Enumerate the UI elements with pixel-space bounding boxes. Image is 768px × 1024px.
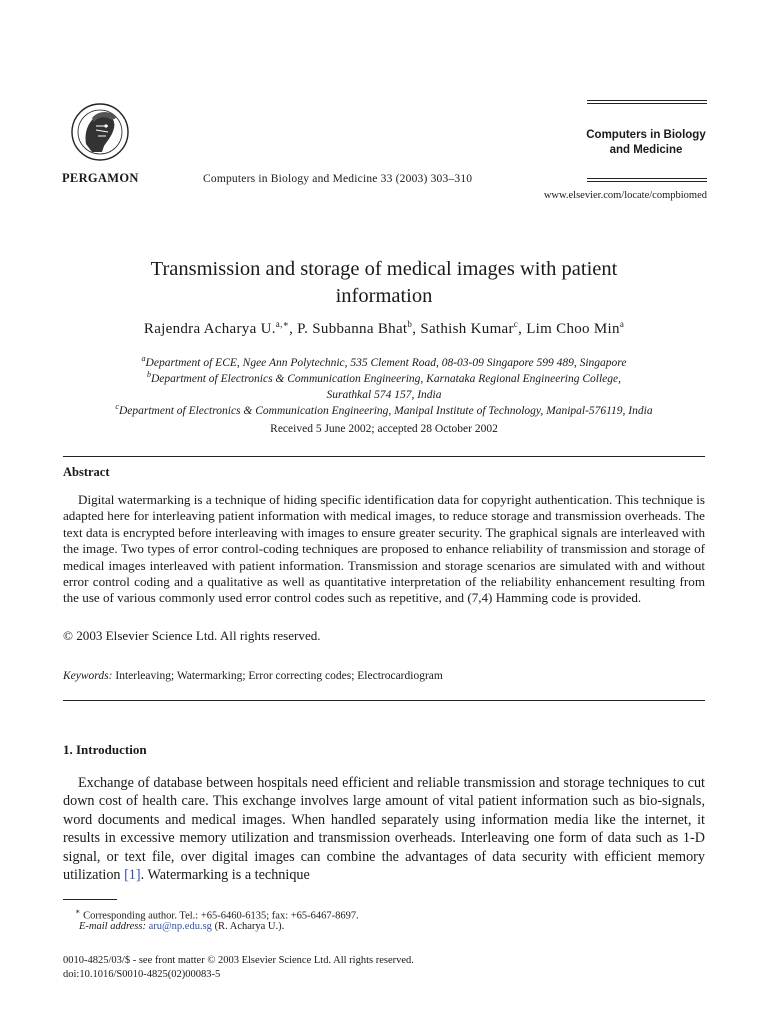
author-list [60,319,708,338]
footnote-rule [63,899,117,900]
author-affil-mark: c [513,319,519,329]
received-dates: Received 5 June 2002; accepted 28 October 2002 [270,423,498,435]
footnote-mark: ∗ [75,907,81,916]
abstract-heading: Abstract [63,465,110,479]
email-label: E-mail address: [79,921,146,932]
title-line: information [335,285,433,307]
footnote-text: Corresponding author. Tel.: +65-6460-6135; fax: +65-6467-8697. [83,910,359,922]
author-separator: , [412,321,421,337]
section-heading-introduction: 1. Introduction [63,742,147,757]
affil-text: Department of ECE, Ngee Ann Polytechnic, 535 Clement Road, 08-03-09 Singapore 599 489, Singapore [145,356,627,369]
footnote-email [63,920,284,934]
title-line: Transmission and storage of medical images with patient [150,258,618,280]
abstract-body [63,492,705,607]
affil-mark: a [141,354,146,363]
author-separator: , [289,321,298,337]
affil-mark: b [146,370,151,379]
author-affil-mark: a [619,319,625,329]
author-name: Rajendra Acharya U. [143,321,276,337]
author-name: Sathish Kumar [420,321,514,337]
intro-text: . Watermarking is a technique [140,867,310,884]
intro-text: Exchange of database between hospitals need efficient and reliable transmission and storage techniques to cut down cost of health care. This exchange involves large amount of vital patient information such as bio-signals, word documents and medical images. When handled separately using information media like the internet, it results in excessive memory utilization and transmission overheads. Interleaving one form of data such as 1-D signal, or text file, over digital images can combine the advantages of data security with efficient memory utilization [63,775,705,884]
issn-line: 0010-4825/03/$ - see front matter © 2003 Elsevier Science Ltd. All rights reserved. [63,955,414,966]
keywords-label: Keywords: [63,670,113,682]
abstract-text: Digital watermarking is a technique of hiding specific identification data for copyright authentication. This technique is adapted here for interleaving patient information with medical images, to reduce storage and transmission overheads. The text data is encrypted before interleaving with images to ensure greater security. The graphical signals are interleaved with the image. Two types of error control-coding techniques are proposed to enhance reliability of transmission and storage of medical images interleaved with patient information. Transmission and storage scenarios are simulated with and without error control coding and a qualitative as well as quantitative interpretation of the reliability enhancement resulting from the use of various commonly used error control codes such as repetitive, and (7,4) Hamming code is provided. [63,492,705,606]
header-rule [587,100,707,101]
affil-text: Department of Electronics & Communication Engineering, Karnataka Regional Engineering College, [150,372,622,385]
journal-citation: Computers in Biology and Medicine 33 (2003) 303–310 [203,173,473,185]
affil-text: Surathkal 574 157, India [326,388,442,401]
journal-brand-line: and Medicine [609,144,683,156]
email-owner: (R. Acharya U.). [214,921,285,932]
keywords-list: Interleaving; Watermarking; Error correcting codes; Electrocardiogram [115,670,443,682]
journal-brand [585,128,707,158]
abstract-bottom-rule [63,700,705,701]
affiliation-c [40,399,728,419]
header-rule [587,181,707,182]
author-affil-mark: a,∗ [275,319,290,329]
doi-line: doi:10.1016/S0010-4825(02)00083-5 [63,969,221,980]
affiliation-b [40,367,728,403]
journal-url-link[interactable]: www.elsevier.com/locate/compbiomed [543,190,707,201]
author-name: P. Subbanna Bhat [297,321,408,337]
affil-mark: c [115,402,119,411]
author-name: Lim Choo Min [526,321,620,337]
author-separator: , [518,321,527,337]
publisher-logo-icon [62,96,140,168]
email-link[interactable]: aru@np.edu.sg [148,921,212,932]
journal-brand-line: Computers in Biology [586,129,706,141]
keywords [63,670,443,682]
header-rule [587,178,707,179]
abstract-top-rule [63,456,705,457]
header-rule [587,103,707,104]
article-title [60,256,708,310]
abstract-copyright: © 2003 Elsevier Science Ltd. All rights reserved. [63,628,321,643]
author-affil-mark: b [407,319,413,329]
publisher-name: PERGAMON [62,171,139,185]
affil-text: Department of Electronics & Communication Engineering, Manipal Institute of Technology, Manipal-576119, India [118,404,653,417]
introduction-body [63,774,705,884]
citation-link[interactable]: [1] [124,867,141,884]
